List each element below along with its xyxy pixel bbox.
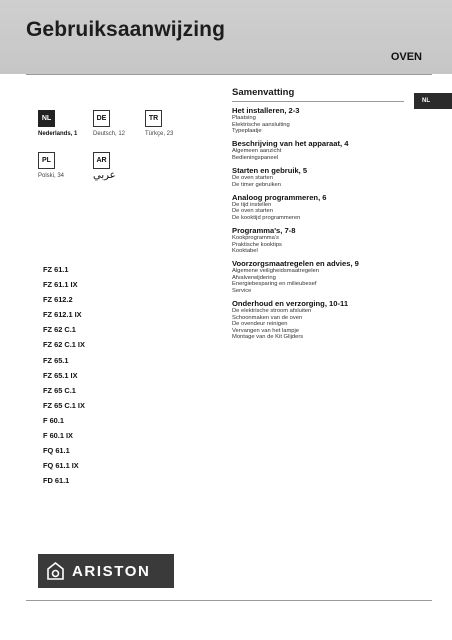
language-pl-box: PL (38, 152, 55, 169)
model-item: FD 61.1 (43, 476, 70, 486)
toc-section-item[interactable]: De oven starten (232, 208, 273, 215)
model-item: FZ 65.1 IX (43, 370, 78, 380)
toc-section-item[interactable]: Vervangen van het lampje (232, 327, 300, 334)
language-nl[interactable] (38, 110, 98, 137)
model-item: FQ 61.1 IX (43, 461, 79, 471)
toc-section-item[interactable]: Plaatsing (232, 115, 256, 121)
brand-logo (38, 554, 174, 588)
toc-section-item[interactable]: De tijd instellen (232, 201, 272, 208)
toc-divider (232, 101, 404, 102)
toc-section-heading[interactable]: Starten en gebruik, 5 (232, 165, 308, 175)
language-nl-box: NL (38, 110, 55, 127)
toc-section-item[interactable]: Praktische kooktips (232, 241, 282, 248)
model-item: FZ 65 C.1 (43, 385, 76, 395)
language-de-caption: Deutsch, 12 (93, 131, 126, 137)
model-item: FQ 61.1 (43, 446, 70, 456)
toc-section-item[interactable]: Energiebesparing en milieubesef (232, 281, 317, 288)
language-ar-caption: عربي (93, 170, 116, 181)
toc-section-item[interactable]: Afvalverwijdering (232, 274, 276, 281)
toc-section-item[interactable]: Schoonmaken van de oven (232, 314, 303, 321)
language-pl[interactable] (38, 152, 98, 179)
toc-section (232, 193, 422, 222)
language-tr[interactable] (145, 110, 205, 137)
toc-title: Samenvatting (232, 87, 295, 98)
model-item: FZ 65 C.1 IX (43, 400, 85, 410)
language-ar-box: AR (93, 152, 110, 169)
model-item: FZ 65.1 (43, 355, 69, 365)
header-divider (26, 74, 432, 75)
toc-section-item[interactable]: Elektrische aansluiting (232, 121, 290, 128)
toc-section (232, 226, 422, 255)
language-tr-box: TR (145, 110, 162, 127)
language-nl-caption: Nederlands, 1 (38, 131, 78, 137)
model-item: FZ 612.1 IX (43, 310, 82, 320)
model-item: FZ 62 C.1 IX (43, 340, 85, 350)
toc-section-item[interactable]: Montage van de Kit Glijders (232, 334, 304, 341)
toc-section-item[interactable]: Kookprogramma's (232, 234, 279, 241)
toc-section (232, 259, 422, 294)
product-label: OVEN (390, 51, 422, 63)
toc-section (232, 106, 422, 135)
language-ar[interactable] (93, 152, 153, 181)
language-de-box: DE (93, 110, 110, 127)
model-item: F 60.1 (43, 415, 64, 425)
toc-section-item[interactable]: De elektrische stroom afsluiten (232, 308, 312, 315)
toc-section (232, 139, 422, 161)
toc-section-item[interactable]: Bedieningspaneel (232, 154, 279, 161)
house-icon (47, 562, 64, 580)
footer-divider (26, 600, 432, 601)
toc-section-heading[interactable]: Onderhoud en verzorging, 10-11 (232, 299, 349, 309)
toc-section-item[interactable]: Algemeen aanzicht (232, 148, 282, 155)
toc-section (232, 299, 422, 341)
model-item: FZ 61.1 IX (43, 280, 78, 290)
toc-sections (232, 106, 422, 341)
toc-section-heading[interactable]: Het installeren, 2-3 (232, 106, 300, 115)
toc-section-heading[interactable]: Beschrijving van het apparaat, 4 (232, 139, 349, 149)
model-item: FZ 61.1 (43, 265, 69, 274)
model-item: F 60.1 IX (43, 431, 73, 441)
toc-section-item[interactable]: De ovendeur reinigen (232, 321, 288, 328)
table-of-contents (232, 87, 422, 346)
language-tr-caption: Türkçe, 23 (145, 131, 174, 137)
language-pl-caption: Polski, 34 (38, 173, 65, 179)
brand-logo-text: ARISTON (72, 562, 151, 580)
toc-section-item[interactable]: De oven starten (232, 174, 273, 181)
language-de[interactable] (93, 110, 153, 137)
side-tab-label: NL (422, 98, 430, 104)
toc-section-item[interactable]: Typeplaatje (232, 128, 262, 135)
toc-section-heading[interactable]: Analoog programmeren, 6 (232, 192, 327, 202)
model-list (43, 262, 85, 488)
page-title: Gebruiksaanwijzing (26, 18, 226, 41)
model-item: FZ 62 C.1 (43, 325, 76, 335)
model-item: FZ 612.2 (43, 295, 73, 305)
toc-section-item[interactable]: De kooktijd programmeren (232, 214, 301, 221)
toc-section-item[interactable]: Service (232, 288, 252, 294)
toc-section-heading[interactable]: Programma's, 7-8 (232, 225, 296, 235)
toc-section-item[interactable]: Kooktabel (232, 248, 258, 255)
toc-section (232, 166, 422, 188)
toc-section-item[interactable]: De timer gebruiken (232, 181, 281, 188)
toc-section-item[interactable]: Algemene veiligheidsmaatregelen (232, 268, 320, 275)
toc-section-heading[interactable]: Voorzorgsmaatregelen en advies, 9 (232, 259, 359, 269)
